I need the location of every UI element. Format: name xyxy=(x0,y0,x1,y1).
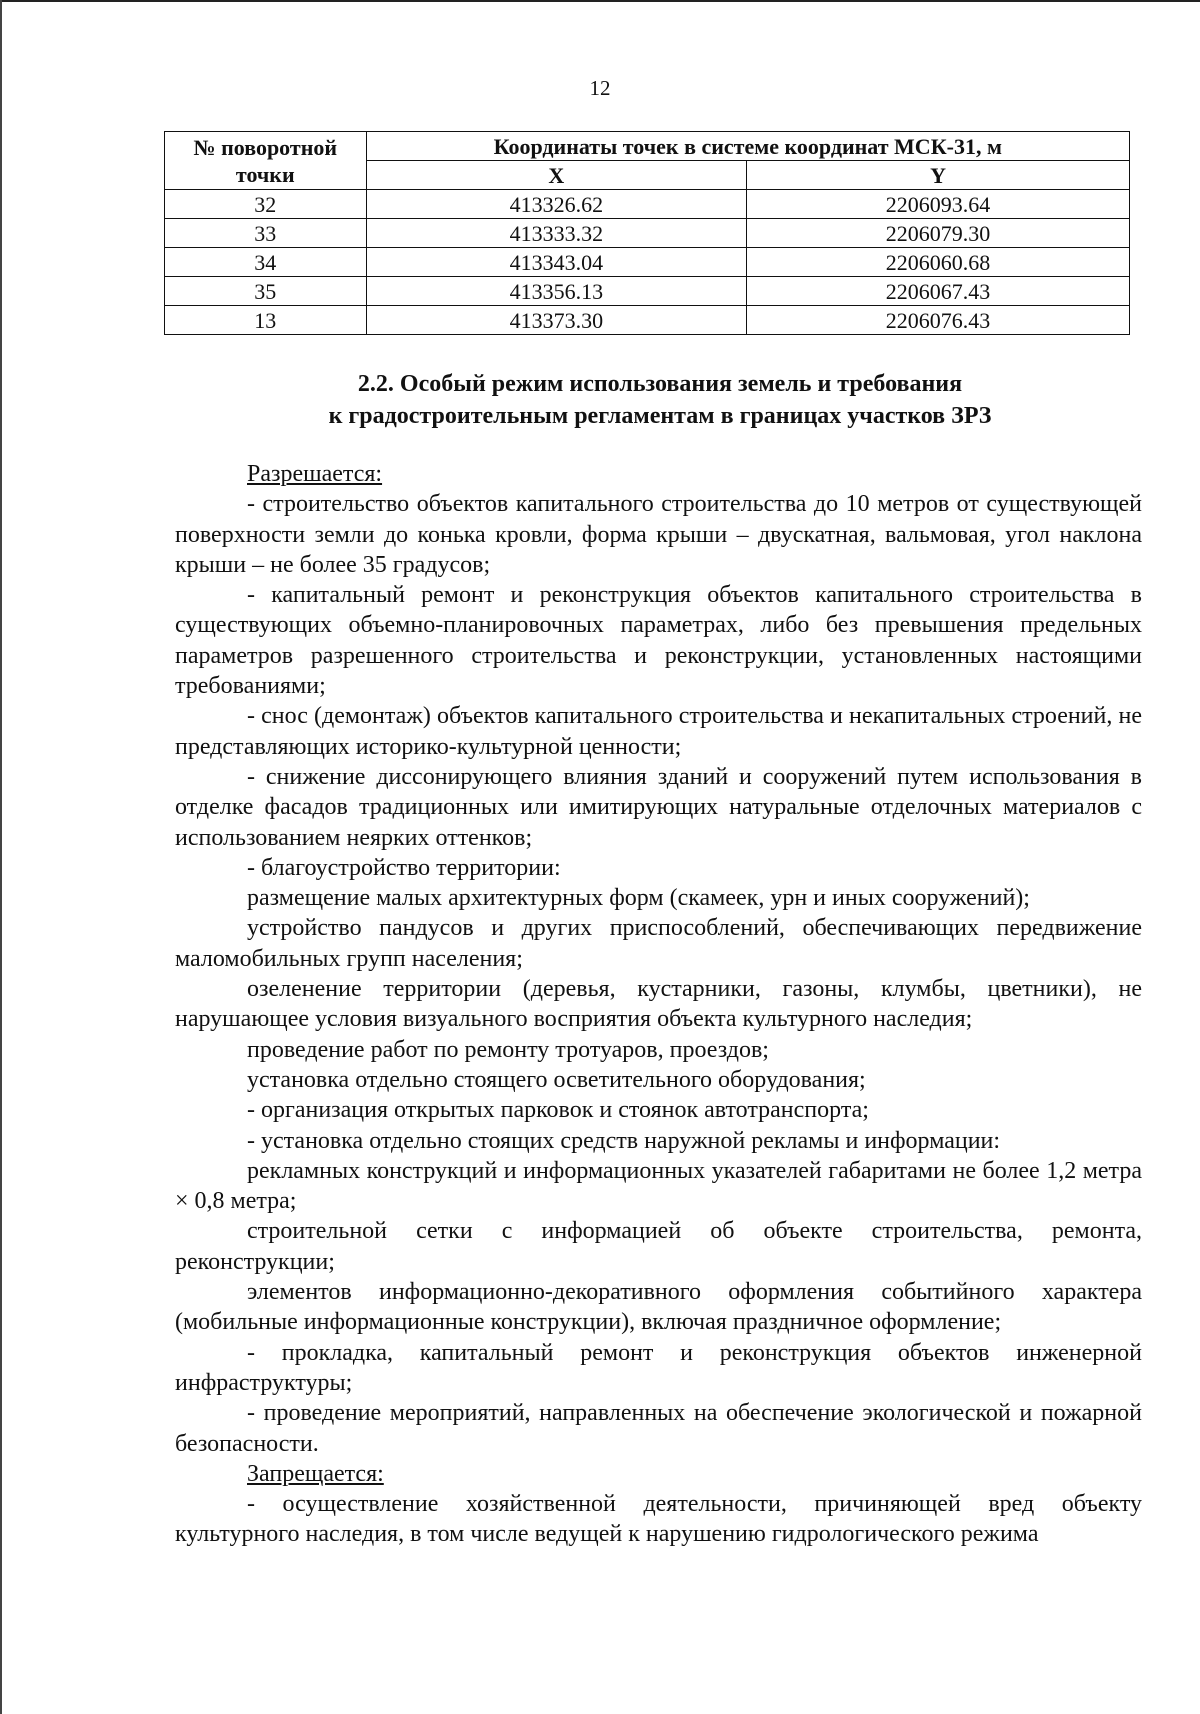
header-coordinates: Координаты точек в системе координат МСК-31, м xyxy=(366,132,1129,161)
paragraph: - установка отдельно стоящих средств наружной рекламы и информации: xyxy=(247,1127,1001,1154)
cell-x: 413326.62 xyxy=(366,190,747,219)
cell-point-number: 13 xyxy=(165,306,367,335)
paragraph: рекламных конструкций и информационных указателей габаритами не более 1,2 метра × 0,8 метра; xyxy=(175,1157,1142,1215)
table-header-row xyxy=(165,132,1130,161)
paragraph: - проведение мероприятий, направленных на обеспечение экологической и пожарной безопасности. xyxy=(175,1400,1142,1457)
section-heading-line1: 2.2. Особый режим использования земель и требования xyxy=(357,371,963,397)
paragraph: проведение работ по ремонту тротуаров, проездов; xyxy=(247,1036,769,1063)
paragraph: - снос (демонтаж) объектов капитального строительства и некапитальных строений, не представляющих историко-культурной ценности; xyxy=(175,703,1142,760)
paragraph: - снижение диссонирующего влияния зданий и сооружений путем использования в отделке фасадов традиционных или имитирующих натуральные отделочных материалов с использованием неярких оттенков; xyxy=(175,763,1142,851)
allowed-label: Разрешается: xyxy=(247,461,383,487)
paragraph: элементов информационно-декоративного оформления событийного характера (мобильные информационные конструкции), включая праздничное оформление; xyxy=(175,1279,1142,1336)
cell-point-number: 35 xyxy=(165,277,367,306)
paragraph: установка отдельно стоящего осветительного оборудования; xyxy=(247,1066,866,1093)
paragraph: устройство пандусов и других приспособлений, обеспечивающих передвижение маломобильных групп населения; xyxy=(175,915,1142,972)
page-number: 12 xyxy=(589,76,611,100)
section-heading xyxy=(170,368,1150,432)
cell-y: 2206093.64 xyxy=(747,190,1130,219)
paragraph: - прокладка, капитальный ремонт и реконструкция объектов инженерной инфраструктуры; xyxy=(175,1339,1142,1396)
scan-edge-left xyxy=(0,0,2,1714)
table-row xyxy=(165,277,1130,306)
paragraph: строительной сетки с информацией об объекте строительства, ремонта, реконструкции; xyxy=(175,1218,1142,1275)
paragraph: размещение малых архитектурных форм (скамеек, урн и иных сооружений); xyxy=(247,885,1030,912)
header-point-number: № поворотной точки xyxy=(165,132,367,190)
body-text xyxy=(175,459,1142,1550)
table-row xyxy=(165,248,1130,277)
cell-point-number: 33 xyxy=(165,219,367,248)
cell-x: 413373.30 xyxy=(366,306,747,335)
cell-point-number: 34 xyxy=(165,248,367,277)
paragraph: озеленение территории (деревья, кустарники, газоны, клумбы, цветники), не нарушающее условия визуального восприятия объекта культурного наследия; xyxy=(175,976,1142,1033)
cell-x: 413333.32 xyxy=(366,219,747,248)
cell-y: 2206067.43 xyxy=(747,277,1130,306)
table-row xyxy=(165,190,1130,219)
coordinates-table xyxy=(164,131,1130,335)
paragraph: - осуществление хозяйственной деятельности, причиняющей вред объекту культурного наследия, в том числе ведущей к нарушению гидрологического режима xyxy=(175,1491,1142,1548)
cell-point-number: 32 xyxy=(165,190,367,219)
scan-edge-top xyxy=(0,0,1200,2)
cell-y: 2206079.30 xyxy=(747,219,1130,248)
paragraph: - капитальный ремонт и реконструкция объектов капитального строительства в существующих объемно-планировочных параметрах, либо без превышения предельных параметров разрешенного строительства и реконструкции, установленных настоящими требованиями; xyxy=(175,582,1142,700)
section-heading-line2: к градостроительным регламентам в границах участков ЗРЗ xyxy=(328,403,992,429)
paragraph: - организация открытых парковок и стоянок автотранспорта; xyxy=(247,1097,869,1124)
table-row xyxy=(165,306,1130,335)
cell-y: 2206076.43 xyxy=(747,306,1130,335)
header-x: X xyxy=(366,161,747,190)
cell-x: 413356.13 xyxy=(366,277,747,306)
paragraph: - строительство объектов капитального строительства до 10 метров от существующей поверхности земли до конька кровли, форма крыши – двускатная, вальмовая, угол наклона крыши – не более 35 градусов; xyxy=(175,491,1142,578)
table-row xyxy=(165,219,1130,248)
cell-y: 2206060.68 xyxy=(747,248,1130,277)
paragraph: - благоустройство территории: xyxy=(247,854,561,881)
forbidden-label: Запрещается: xyxy=(247,1460,384,1487)
header-y: Y xyxy=(747,161,1130,190)
cell-x: 413343.04 xyxy=(366,248,747,277)
